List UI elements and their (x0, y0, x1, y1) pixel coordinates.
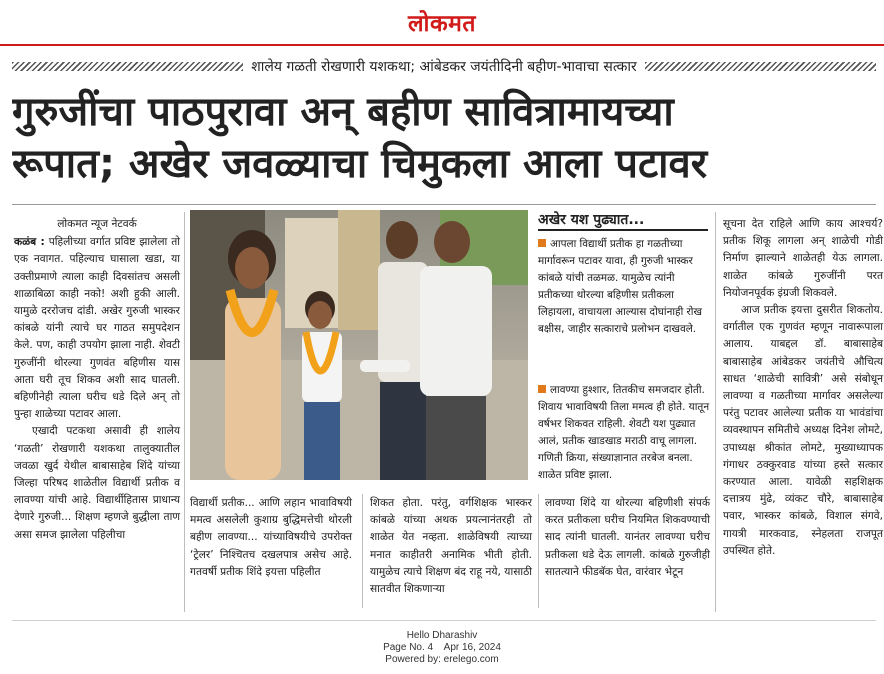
hatch-divider-right (645, 62, 876, 71)
byline: लोकमत न्यूज नेटवर्क (57, 218, 137, 230)
headline (12, 86, 876, 190)
footer (0, 630, 884, 666)
sidebar-item-1 (538, 236, 710, 338)
column-divider (362, 494, 363, 608)
footer-publication: Hello Dharashiv (406, 630, 478, 641)
column-divider (715, 212, 716, 612)
news-photo (190, 210, 528, 480)
dateline: कळंब : (14, 236, 45, 249)
sidebar-item-2-text: लावण्या हुश्शार, तितकीच समजदार होती. शिवाय भावाविषयी तिला ममत्व ही होते. यातून वर्षभर शिकवत राहिली. शेवटी यश पुढ्यात आलं, प्रतीक खाडखाड मराठी वाचू लागला. गणिती क्रिया, संख्याज्ञानात तरबेज बनला. शाळेत प्रविष्ट झाला. (538, 384, 710, 481)
bullet-square-icon (538, 385, 546, 393)
sidebar-rule (538, 229, 708, 231)
article-column-3: शिकत होता. परंतु, वर्गशिक्षक भास्कर कांबळे यांच्या अथक प्रयत्नानंतरही तो शाळेत येत नव्हता. शाळेविषयी त्याच्या मनात काहीतरी अनामिक भीती होती. यामुळेच त्याचे शिक्षण बंद राहू नये, यासाठी सातवीत शिकणाऱ्या (370, 497, 532, 596)
headline-rule (12, 204, 876, 205)
footer-rule (12, 620, 876, 621)
masthead (0, 0, 884, 46)
column-divider (538, 494, 539, 608)
article-column-5-paragraph-1: सूचना देत राहिले आणि काय आश्चर्य? प्रतीक शिकू लागला अन् शाळेची गोडी निर्माण झाल्याने शाळेतही येऊ लागला. शाळेत कांबळे गुरुजींनी परत नियोजनपूर्वक इंग्रजी शिकवले. (723, 218, 883, 299)
article-paragraph-1-text: पहिलीच्या वर्गात प्रविष्ट झालेला तो एक नवागत. पहिल्याच घासाला खडा, या उक्तीप्रमाणे त्याला काही दिवसांतच असली शाळाबिळा काही नको! अशी हुकी आली. यामुळे दररोजच दांडी. अखेर गुरुजी भास्कर कांबळे यांनी त्याचे घर गाठत समुपदेशन केले. पण, काही उपयोग झाला नाही. शेवटी गुरुजींनी थोरल्या गुणवंत बहिणीस यास आता घरी तूच शिकव अशी साद घातली. बहिणीनेही त्याला घरीच धडे दिले अन् तो पुन्हा शाळेच्या पटावर आला. (14, 236, 180, 421)
footer-powered-by: Powered by: erelego.com (385, 654, 499, 665)
article-column-5 (723, 216, 883, 560)
hatch-divider-left (12, 62, 243, 71)
article-paragraph-2: एखादी पटकथा असावी ही शालेय ‘गळती’ रोखणारी यशकथा तालुक्यातील जवळा खुर्द येथील बाबासाहेब शिंदे यांच्या जिल्हा परिषद शाळेतील विद्यार्थी प्रतीक व लावण्या यांची आहे. विद्यार्थीहितास प्राधान्य देणारे गुरुजी... शिक्षण म्हणजे बुद्धीला ताण असा समज झालेला पहिलीचा (14, 425, 180, 541)
article-column-5-paragraph-2: आज प्रतीक इयत्ता दुसरीत शिकतोय. वर्गातील एक गुणवंत म्हणून नावारूपाला आलाय. याबद्दल डॉ. बाबासाहेब बाबासाहेब आंबेडकर जयंतीचे औचित्य साधत ‘शाळेची सावित्री’ असे संबोधून लावण्या व गळतीच्या मार्गावर असलेल्या परंतु पटावर आलेल्या प्रतीक या भावंडांचा व्यवस्थापन समितीचे अध्यक्ष दिनेश लोमटे, उपाध्यक्ष श्रीकांत लोमटे, मुख्याध्यापक गंगाधर ठक्कुरवाड यांच्या हस्ते सत्कार करण्यात आला. यावेळी सहशिक्षक दत्तात्रय मुंढे, व्यंकट चौरे, बाबासाहेब पवार, भास्कर कांबळे, विशाल संगवे, गायत्री मारकवाड, स्नेहलता राजपूत उपस्थित होते. (723, 304, 883, 557)
article-paragraph-1 (14, 234, 180, 423)
newspaper-logo: लोकमत (407, 11, 477, 37)
strapline: शालेय गळती रोखणारी यशकथा; आंबेडकर जयंतीदिनी बहीण-भावाचा सत्कार (251, 58, 637, 75)
photo-illustration (190, 210, 528, 480)
sidebar-title: अखेर यश पुढ्यात... (538, 212, 645, 228)
headline-line-2: रूपात; अखेर जवळ्याचा चिमुकला आला पटावर (12, 141, 708, 187)
column-divider (184, 212, 185, 612)
sidebar-item-2 (538, 382, 710, 484)
footer-page-date: Page No. 4 Apr 16, 2024 (383, 642, 501, 653)
article-column-1 (14, 216, 180, 544)
sidebar-item-1-text: आपला विद्यार्थी प्रतीक हा गळतीच्या मार्गावरून पटावर यावा, ही गुरुजी भास्कर कांबळे यांची तळमळ. यामुळेच त्यांनी प्रतीकच्या थोरल्या बहिणीस प्रतीकला लिहायला, वाचायला आल्यास दोघांनाही रोख बक्षीस, जाहीर सत्काराचे प्रलोभन दाखवले. (538, 238, 702, 335)
headline-line-1: गुरुजींचा पाठपुरावा अन् बहीण सावित्रामायच्या (12, 89, 674, 135)
strapline-row (12, 52, 876, 80)
article-column-4: लावण्या शिंदे या थोरल्या बहिणीशी संपर्क करत प्रतीकला घरीच नियमित शिकवण्याची साद त्यांनी घातली. यानंतर लावण्या घरीच प्रतीकला धडे देऊ लागली. कांबळे गुरुजीही सातत्याने फीडबॅक घेत, वारंवार भेटून (545, 497, 710, 578)
article-column-2: विद्यार्थी प्रतीक... आणि लहान भावाविषयी ममत्व असलेली कुशाग्र बुद्धिमत्तेची थोरली बहीण लावण्या... यांच्याविषयीचे उपरोक्त ‘ट्रेलर’ निश्चितच दखलपात्र असेच आहे. गतवर्षी प्रतीक शिंदे इयत्ता पहिलीत (190, 497, 352, 578)
bullet-square-icon (538, 239, 546, 247)
